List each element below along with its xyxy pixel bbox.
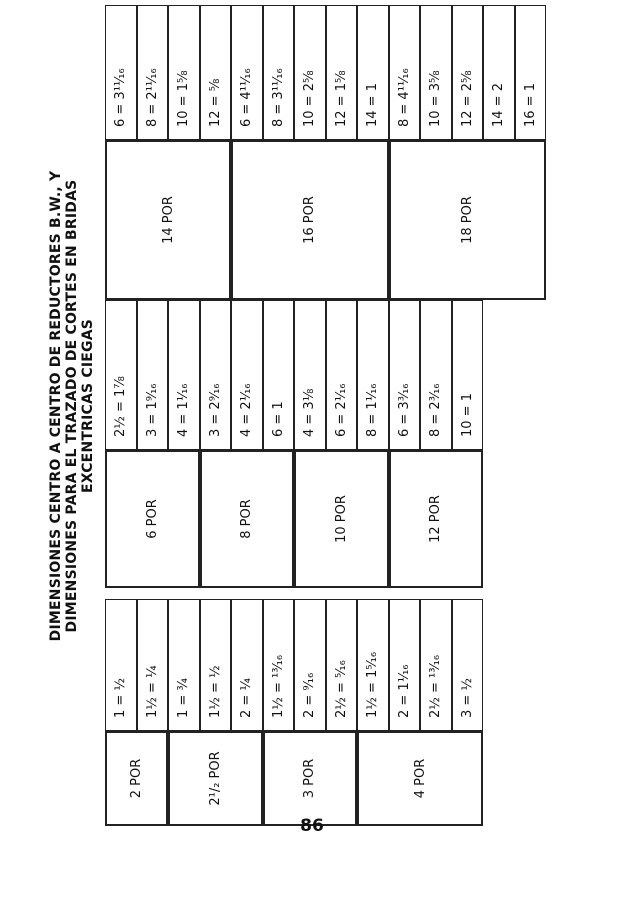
- dimension-cell: 14 = 2: [483, 5, 515, 140]
- title-line-2: DIMENSIONES PARA EL TRAZADO DE CORTES EN BRIDAS: [64, 179, 80, 633]
- group-label: 3 POR: [263, 731, 358, 826]
- title-line-1: DIMENSIONES CENTRO A CENTRO DE REDUCTORES B.W., Y: [48, 170, 64, 642]
- group-label: 18 POR: [389, 140, 547, 300]
- dimension-cell: 6 = 3¹¹⁄₁₆: [105, 5, 137, 140]
- dimension-cell: 1½ = ¼: [137, 599, 169, 731]
- dimension-cell: 4 = 3⅛: [294, 300, 326, 450]
- dimension-cell: 12 = 2⅝: [452, 5, 484, 140]
- dimension-cell: 3 = 1⁹⁄₁₆: [137, 300, 169, 450]
- dimension-cell: 10 = 1: [452, 300, 484, 450]
- dimension-cell: 14 = 1: [357, 5, 389, 140]
- dimension-cell: 1 = ¾: [168, 599, 200, 731]
- dimension-cell: 1½ = ½: [200, 599, 232, 731]
- dimension-cell: 6 = 2¹⁄₁₆: [326, 300, 358, 450]
- group-label: 14 POR: [105, 140, 231, 300]
- group-label: 8 POR: [200, 450, 295, 588]
- dimension-cell: 2½ = ¹³⁄₁₆: [420, 599, 452, 731]
- group-label: 12 POR: [389, 450, 484, 588]
- dimension-cell: 6 = 3³⁄₁₆: [389, 300, 421, 450]
- dimension-cell: 3 = 2⁹⁄₁₆: [200, 300, 232, 450]
- dimension-cell: 4 = 1¹⁄₁₆: [168, 300, 200, 450]
- dimension-cell: 10 = 1⅝: [168, 5, 200, 140]
- dimension-cell: 6 = 1: [263, 300, 295, 450]
- dimension-cell: 4 = 2¹⁄₁₆: [231, 300, 263, 450]
- dimension-cell: 10 = 3⅝: [420, 5, 452, 140]
- dimension-cell: 3 = ½: [452, 599, 484, 731]
- dimension-cell: 12 = ⅝: [200, 5, 232, 140]
- dimension-cell: 1½ = ¹³⁄₁₆: [263, 599, 295, 731]
- dimension-cell: 8 = 2¹¹⁄₁₆: [137, 5, 169, 140]
- dimension-cell: 16 = 1: [515, 5, 547, 140]
- dimension-cell: 2½ = 1⅞: [105, 300, 137, 450]
- dimension-cell: 12 = 1⅝: [326, 5, 358, 140]
- group-label: 6 POR: [105, 450, 200, 588]
- dimension-cell: 10 = 2⅝: [294, 5, 326, 140]
- dimension-cell: 1½ = 1⁵⁄₁₆: [357, 599, 389, 731]
- dimension-cell: 2½ = ⁵⁄₁₆: [326, 599, 358, 731]
- dimension-cell: 2 = ⁹⁄₁₆: [294, 599, 326, 731]
- dimension-cell: 6 = 4¹¹⁄₁₆: [231, 5, 263, 140]
- dimension-cell: 1 = ½: [105, 599, 137, 731]
- page-number: 86: [300, 816, 324, 836]
- dimension-cell: 8 = 4¹¹⁄₁₆: [389, 5, 421, 140]
- group-label: 4 POR: [357, 731, 483, 826]
- group-label: 2¹/₂ POR: [168, 731, 263, 826]
- title-line-3: EXCENTRICAS CIEGAS: [80, 318, 96, 494]
- group-label: 2 POR: [105, 731, 168, 826]
- dimension-cell: 2 = ¼: [231, 599, 263, 731]
- dimension-cell: 8 = 3¹¹⁄₁₆: [263, 5, 295, 140]
- page-title: [48, 66, 96, 746]
- dimension-cell: 8 = 1¹⁄₁₆: [357, 300, 389, 450]
- dimension-cell: 2 = 1¹⁄₁₆: [389, 599, 421, 731]
- dimension-cell: 8 = 2³⁄₁₆: [420, 300, 452, 450]
- group-label: 16 POR: [231, 140, 389, 300]
- group-label: 10 POR: [294, 450, 389, 588]
